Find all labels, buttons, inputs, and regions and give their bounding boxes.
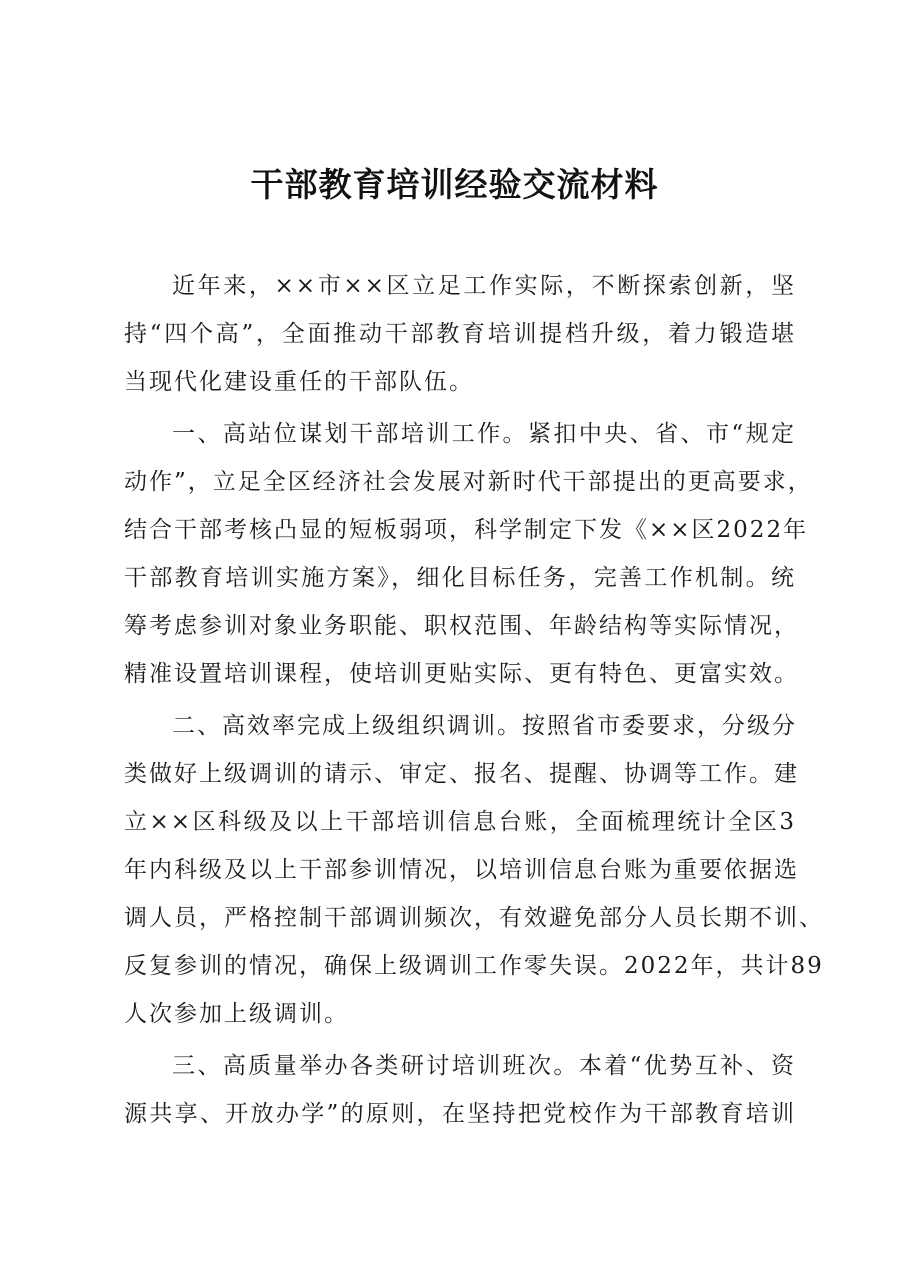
paragraph-section-2 [124,702,824,1038]
text-line: 筹考虑参训对象业务职能、职权范围、年龄结构等实际情况， [124,613,799,639]
text-line: 持“四个高”，全面推动干部教育培训提档升级，着力锻造堪 [124,321,796,347]
text-line: 一、高站位谋划干部培训工作。紧扣中央、省、市“规定 [172,421,796,447]
paragraph-intro [124,262,796,406]
document-body [124,262,824,1138]
text-line: 干部教育培训实施方案》，细化目标任务，完善工作机制。统 [124,565,796,591]
text-line: 精准设置培训课程，使培训更贴实际、更有特色、更富实效。 [124,661,799,687]
text-line: 动作”，立足全区经济社会发展对新时代干部提出的更高要求， [124,469,813,495]
text-line: 结合干部考核凸显的短板弱项，科学制定下发《××区2022年 [124,517,809,543]
text-line: 三、高质量举办各类研讨培训班次。本着“优势互补、资 [172,1053,796,1079]
document-title: 干部教育培训经验交流材料 [250,165,659,204]
paragraph-section-1 [124,410,813,698]
paragraph-section-3 [124,1042,796,1138]
text-line: 反复参训的情况，确保上级调训工作零失误。2022年，共计89 [124,953,824,979]
text-line: 二、高效率完成上级组织调训。按照省市委要求，分级分 [172,713,797,739]
text-line: 调人员，严格控制干部调训频次，有效避免部分人员长期不训、 [124,905,824,931]
text-line: 源共享、开放办学”的原则，在坚持把党校作为干部教育培训 [124,1101,796,1127]
text-line: 人次参加上级调训。 [124,1001,349,1027]
text-line: 当现代化建设重任的干部队伍。 [124,369,474,395]
text-line: 近年来，××市××区立足工作实际，不断探索创新，坚 [172,273,796,299]
text-line: 年内科级及以上干部参训情况，以培训信息台账为重要依据选 [124,857,799,883]
text-line: 立××区科级及以上干部培训信息台账，全面梳理统计全区3 [124,809,796,835]
text-line: 类做好上级调训的请示、审定、报名、提醒、协调等工作。建 [124,761,799,787]
